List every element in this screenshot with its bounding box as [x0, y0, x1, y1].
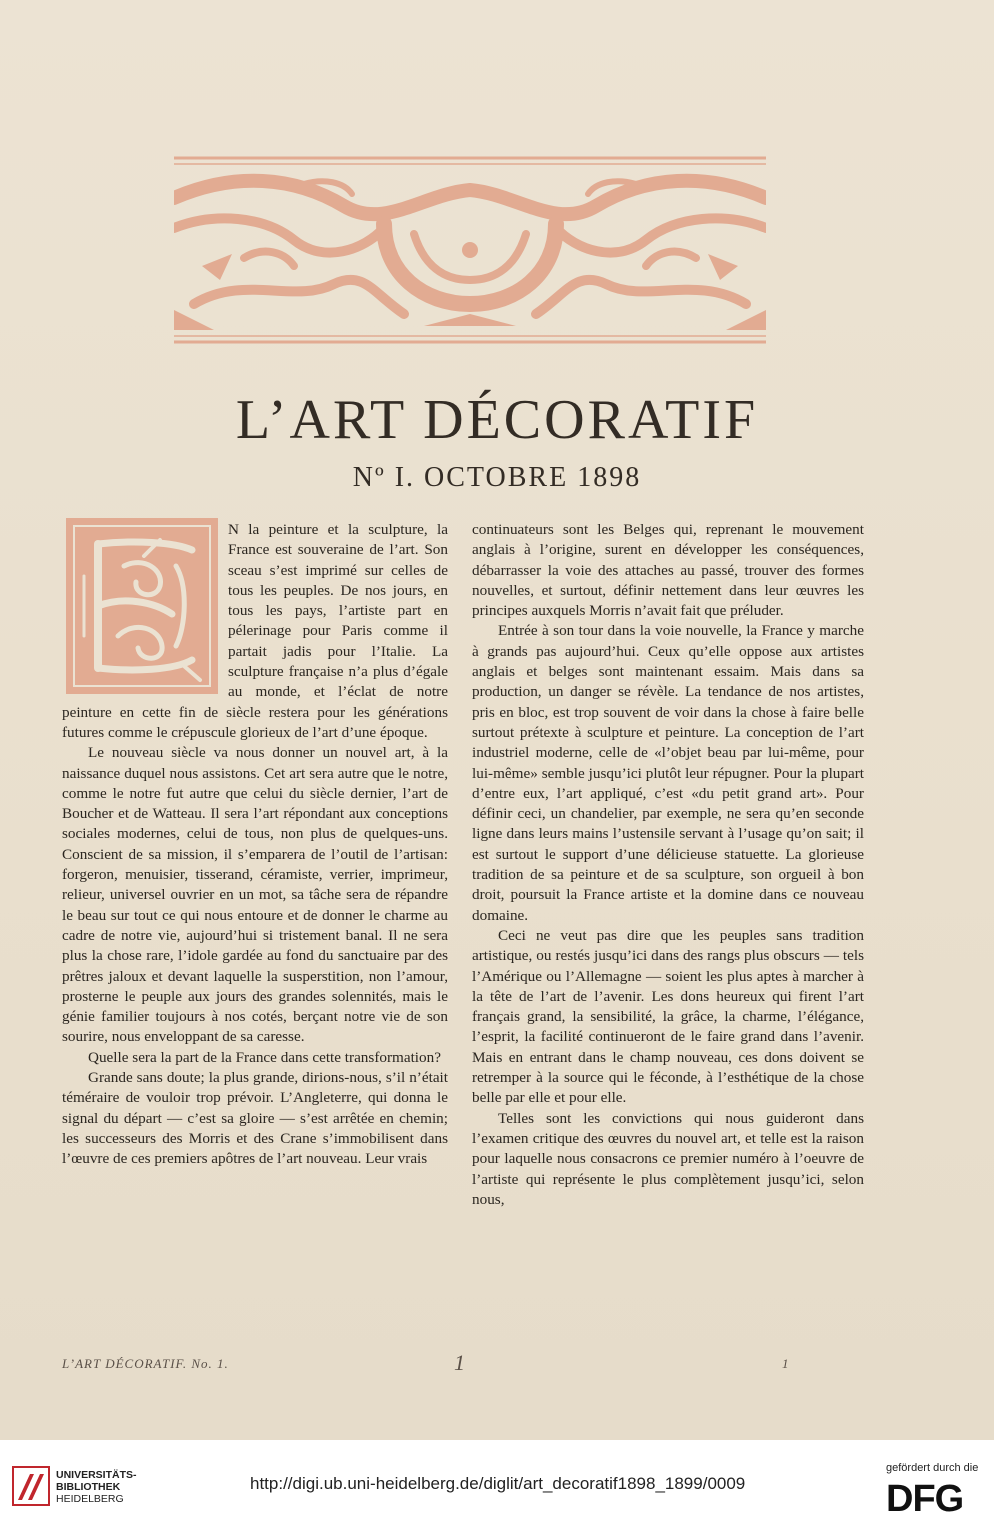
library-name-line: BIBLIOTHEK	[56, 1481, 121, 1493]
issue-line: Nº I. OCTOBRE 1898	[352, 462, 642, 493]
paragraph: Ceci ne veut pas dire que les peuples sans tradition artistique, ou restés jusqu’ici dans des rangs plus obscurs — tels l’Amérique ou l’Allemagne — soient les plus aptes à marcher à la tête de l’art de l’avenir. Les dons heureux qui firent l’art français grand, la sensibilité, la grâce, la charme, l’élégance, l’esprit, la facilité continueront de le faire grand dans l’avenir. Mais en entrant dans le champ nouveau, ces dons doivent se retremper à la source qui le féconde, à l’esthétique de la chose belle par elle et pour elle.	[472, 926, 864, 1107]
paragraph: Entrée à son tour dans la voie nouvelle, la France y marche à grands pas aujourd’hui. Ceux qu’elle oppose aux artistes anglais et belges sont maintenant essaim. Mais dans sa production, un danger se révèle. La tendance de nos artistes, pris en bloc, est trop souvent de voir dans la chose à faire belle surtout prétexte à sculpture et peinture. La conception de l’art industriel moderne, celle de «l’objet beau par lui-même, pour lui-même» semble jusqu’ici plutôt leur répugner. Pour la plupart d’entre eux, l’art appliqué, c’est «du petit grand art». Pour définir ceci, un chandelier, par exemple, ne sera qu’en seconde ligne dans leurs mains l’ustensile servant à l’usage qu’on sait; il est surtout le support d’une délicieuse statuette. La glorieuse tradition de sa peinture et de sa sculpture, son orgueil à bon droit, poursuit la France artiste et la domine dans ce nouveau domaine.	[472, 622, 864, 924]
paragraph: Le nouveau siècle va nous donner un nouvel art, à la naissance duquel nous assistons. Cet art sera autre que le notre, comme le notre fut autre que celui du siècle dernier, l’art de Boucher et de Watteau. Il sera l’art répondant aux conceptions sociales modernes, celui de tous, non plus de quelques-uns. Conscient de sa mission, il s’emparera de l’outil de l’artisan: forgeron, menuisier, tisserand, céramiste, verrier, imprimeur, relieur, universel ouvrier en un mot, sa tâche sera de répandre le beau sur tout ce qui nous entoure et de donner le charme au cadre de notre vie, aujourd’hui si tristement banal. Il ne sera plus la chose rare, l’idole gardée au fond du sanctuaire par des prêtres jaloux et devant laquelle la susperstition, non l’amour, prosterne le peuple aux jours des grandes solennités, mais le génie familier toujours à nos cotés, berçant notre vie de son sourire, nous enveloppant de sa caresse.	[62, 744, 448, 1046]
signature-mark: 1	[782, 1356, 789, 1371]
page-footer	[62, 1350, 862, 1378]
paragraph: N la peinture et la sculpture, la France est souveraine de l’art. Son sceau s’est imprimé sur celles de tous les peuples. De nos jours, en tous les pays, l’artiste part en pélerinage pour Paris comme il partait jadis pour l’Italie. La sculpture française n’a plus d’égale au monde, et l’éclat de notre peinture en cette fin de siècle restera pour les générations futures comme le crépuscule glorieux de l’art d’une époque.	[62, 521, 448, 741]
funded-by-label: gefördert durch die	[886, 1462, 979, 1474]
paragraph: Telles sont les convictions qui nous guideront dans l’examen critique des œuvres du nouvel art, et telle est la raison pour laquelle nous consacrons ce premier numéro à l’oeuvre de l’artiste qui représente le plus complètement jusqu’ici, selon nous,	[472, 1109, 864, 1208]
permalink-url[interactable]: http://digi.ub.uni-heidelberg.de/diglit/art_decoratif1898_1899/0009	[250, 1474, 746, 1493]
drop-cap-spacer	[62, 520, 228, 698]
dfg-logo-text: DFG	[886, 1480, 964, 1514]
paragraph: continuateurs sont les Belges qui, reprenant le mouvement anglais à l’origine, surent en développer les conséquences, débarrasser la voie des attaches au passé, trouver des formes nouvelles, et surtout, définir nettement dans leur œuvres les principes auxquels Morris n’avait fait que préluder.	[472, 521, 864, 620]
university-library-logo[interactable]	[12, 1466, 50, 1506]
library-name-line: UNIVERSITÄTS-	[56, 1469, 137, 1481]
paragraph: Grande sans doute; la plus grande, dirions-nous, s’il n’était téméraire de vouloir trop prévoir. L’Angleterre, qui donna le signal du départ — c’est sa gloire — s’est arrêtée en chemin; les successeurs des Morris et des Crane s’immobilisent dans l’œuvre de ces premiers apôtres de l’art nouveau. Leur vrais	[62, 1069, 448, 1168]
library-name-line: HEIDELBERG	[56, 1493, 124, 1505]
dfg-logo[interactable]	[886, 1480, 982, 1514]
article-column-left	[62, 520, 448, 1170]
library-name[interactable]	[56, 1469, 137, 1505]
paragraph: Quelle sera la part de la France dans cette transformation?	[88, 1048, 441, 1066]
article-column-right	[472, 520, 864, 1210]
journal-title: L’ART DÉCORATIF	[235, 389, 759, 451]
page-number: 1	[454, 1350, 465, 1375]
running-title: L’ART DÉCORATIF. No. 1.	[62, 1356, 229, 1371]
ornament-banner	[174, 154, 766, 346]
